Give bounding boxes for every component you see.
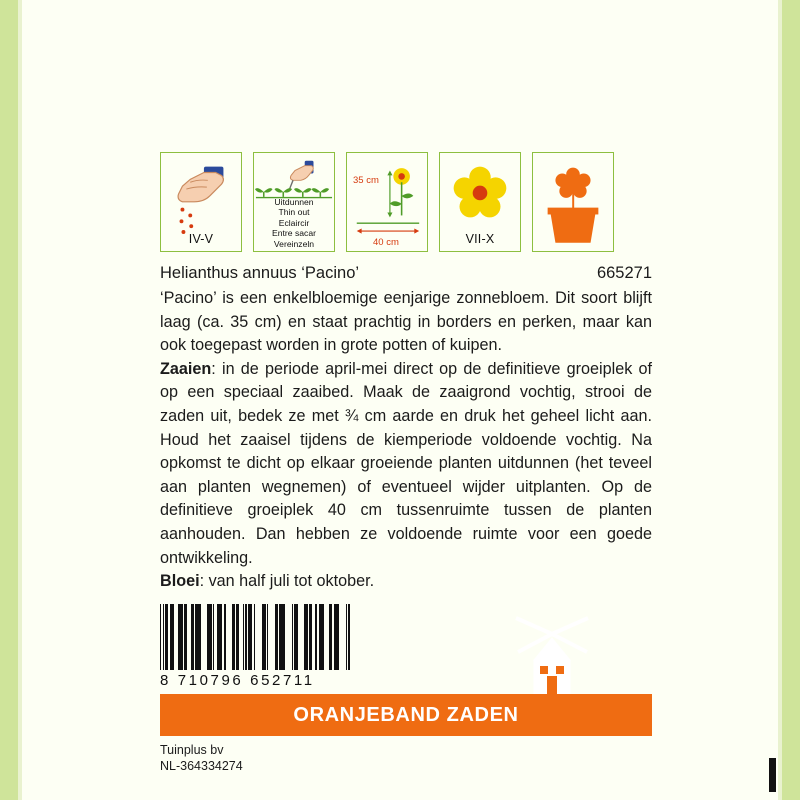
paragraph-sowing-text: : in de periode april-mei direct op de definitieve groeiplek of op een speciaal zaaibed. Maak de zaaigrond vochtig, strooi de zaden uit, bedek ze met ¾ cm aarde en druk het geheel licht aan. Houd het zaaisel tijdens de kiemperiode voldoende vochtig. Na opkomst te dicht op elkaar groeiende planten uitdunnen (het teveel aan planten wegnemen) of eventueel wijder uitplanten. Op de definitieve groeiplek 40 cm tussenruimte tussen de planten aanhouden. Dan hebben ze voldoende ruimte voor een goede ontwikkeling. bbox=[160, 359, 652, 567]
right-green-edge bbox=[782, 0, 800, 800]
barcode bbox=[160, 604, 350, 689]
article-number: 665271 bbox=[596, 264, 652, 282]
thin-out-line-es: Entre sacar bbox=[272, 228, 316, 239]
spacing-height-label: 35 cm bbox=[353, 175, 379, 186]
paragraph-description bbox=[160, 287, 652, 358]
icon-caption-sowing: IV-V bbox=[188, 232, 214, 246]
paragraph-bloom bbox=[160, 570, 652, 594]
thin-out-line-en: Thin out bbox=[278, 207, 310, 218]
icon-hand-sowing bbox=[160, 152, 242, 252]
paragraph-sowing-lead: Zaaien bbox=[160, 359, 212, 378]
right-inner-edge bbox=[778, 0, 782, 800]
thin-out-line-fr: Eclaircir bbox=[278, 217, 310, 228]
icon-thin-out bbox=[253, 152, 335, 252]
icon-pot-plant bbox=[532, 152, 614, 252]
brand-name: ORANJEBAND ZADEN bbox=[293, 703, 519, 726]
icon-caption-thin-out bbox=[254, 197, 334, 249]
title-row bbox=[160, 264, 652, 283]
brand-bar bbox=[160, 694, 652, 736]
pictogram-strip bbox=[160, 152, 614, 252]
thin-out-line-de: Vereinzeln bbox=[273, 238, 315, 249]
paragraph-bloom-text: : van half juli tot oktober. bbox=[199, 572, 375, 591]
company-name: Tuinplus bv bbox=[160, 743, 224, 757]
registration-mark bbox=[769, 758, 776, 792]
packet-content bbox=[160, 0, 652, 800]
icon-plant-spacing bbox=[346, 152, 428, 252]
left-green-edge bbox=[0, 0, 18, 800]
instructions-text bbox=[160, 287, 652, 594]
spacing-width-label: 40 cm bbox=[373, 237, 399, 248]
icon-flowering-period bbox=[439, 152, 521, 252]
paragraph-description-text: ‘Pacino’ is een enkelbloemige eenjarige zonnebloem. Dit soort blijft laag (ca. 35 cm) en staat prachtig in borders en perken, maar kan ook toegepast worden in grote potten of kuipen. bbox=[160, 289, 652, 355]
barcode-bars bbox=[160, 604, 350, 670]
paragraph-bloom-lead: Bloei bbox=[160, 572, 200, 591]
page-title: Helianthus annuus ‘Pacino’ bbox=[160, 264, 360, 282]
plant-spacing-icon bbox=[347, 153, 427, 251]
company-id: NL-364334274 bbox=[160, 759, 243, 773]
pot-plant-icon bbox=[533, 153, 613, 251]
left-inner-edge bbox=[18, 0, 22, 800]
paragraph-sowing bbox=[160, 358, 652, 570]
company-block bbox=[160, 742, 243, 774]
barcode-number: 8 710796 652711 bbox=[160, 672, 315, 689]
windmill-logo-icon bbox=[492, 616, 612, 696]
icon-caption-flowering: VII-X bbox=[465, 232, 495, 246]
thin-out-line-nl: Uitdunnen bbox=[274, 197, 314, 207]
